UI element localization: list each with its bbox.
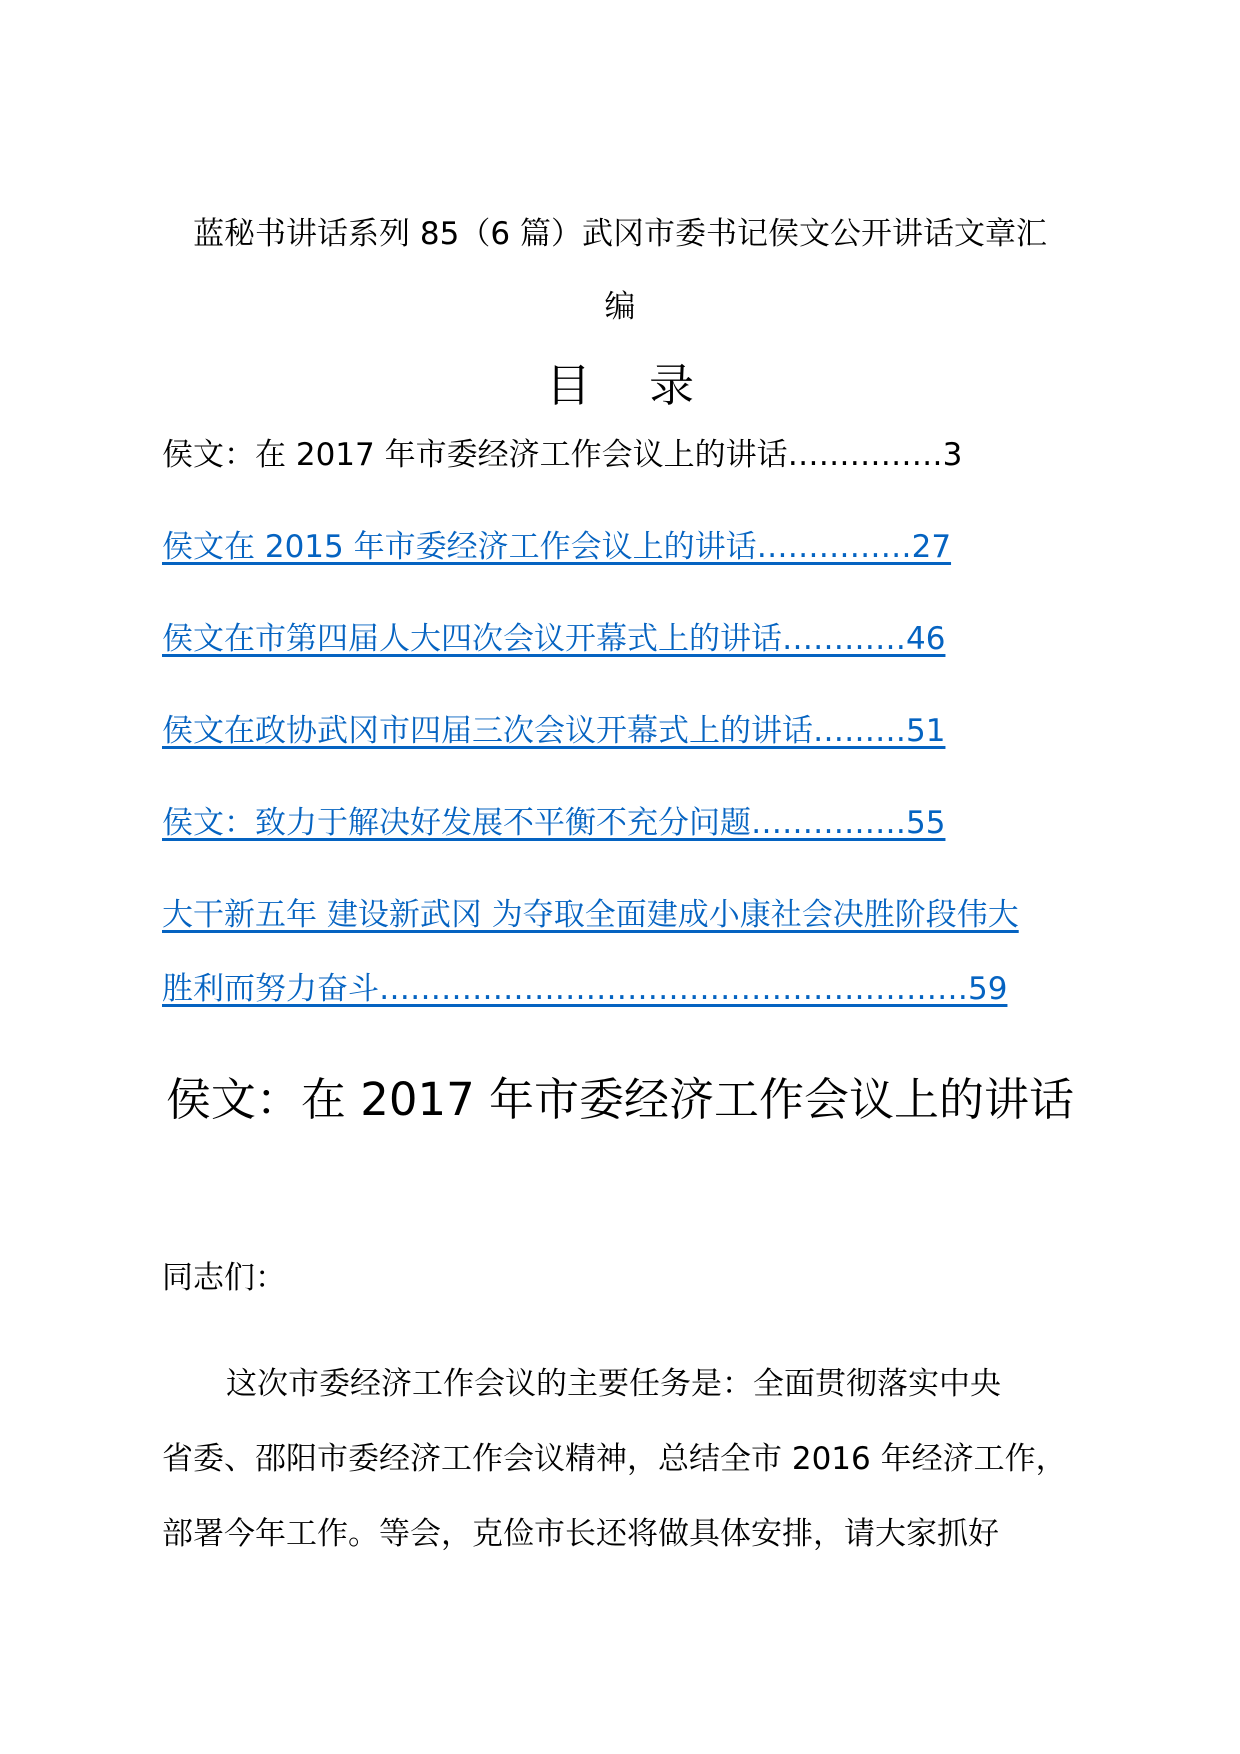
document-title	[160, 198, 1080, 344]
salutation: 同志们：	[162, 1260, 286, 1296]
toc-entry-6[interactable]	[162, 878, 1102, 1026]
body-paragraph	[162, 1347, 1122, 1572]
toc-entry-6-line-1: 大干新五年 建设新武冈 为夺取全面建成小康社会决胜阶段伟大	[162, 897, 1019, 933]
paragraph-line-1: 这次市委经济工作会议的主要任务是：全面贯彻落实中央	[226, 1366, 1001, 1402]
toc-entry-2[interactable]: 侯文在 2015 年市委经济工作会议上的讲话……………27	[162, 529, 952, 565]
toc-entry-3[interactable]: 侯文在市第四届人大四次会议开幕式上的讲话…………46	[162, 621, 946, 657]
toc-entry-5[interactable]: 侯文：致力于解决好发展不平衡不充分问题……………55	[162, 805, 946, 841]
toc-entry-4[interactable]: 侯文在政协武冈市四届三次会议开幕式上的讲话………51	[162, 713, 946, 749]
section-title: 侯文：在 2017 年市委经济工作会议上的讲话	[165, 1073, 1075, 1126]
paragraph-line-2: 省委、邵阳市委经济工作会议精神，总结全市 2016 年经济工作，	[162, 1441, 1067, 1477]
document-title-line-2: 编	[604, 289, 636, 325]
document-title-line-1: 蓝秘书讲话系列 85（6 篇）武冈市委书记侯文公开讲话文章汇	[193, 216, 1047, 252]
toc-heading: 目 录	[545, 359, 717, 412]
toc-entry-1[interactable]: 侯文：在 2017 年市委经济工作会议上的讲话……………3	[162, 437, 963, 473]
toc-entry-6-line-2: 胜利而努力奋斗…………………………………………………59	[162, 971, 1008, 1007]
paragraph-line-3: 部署今年工作。等会，克俭市长还将做具体安排，请大家抓好	[162, 1516, 999, 1552]
